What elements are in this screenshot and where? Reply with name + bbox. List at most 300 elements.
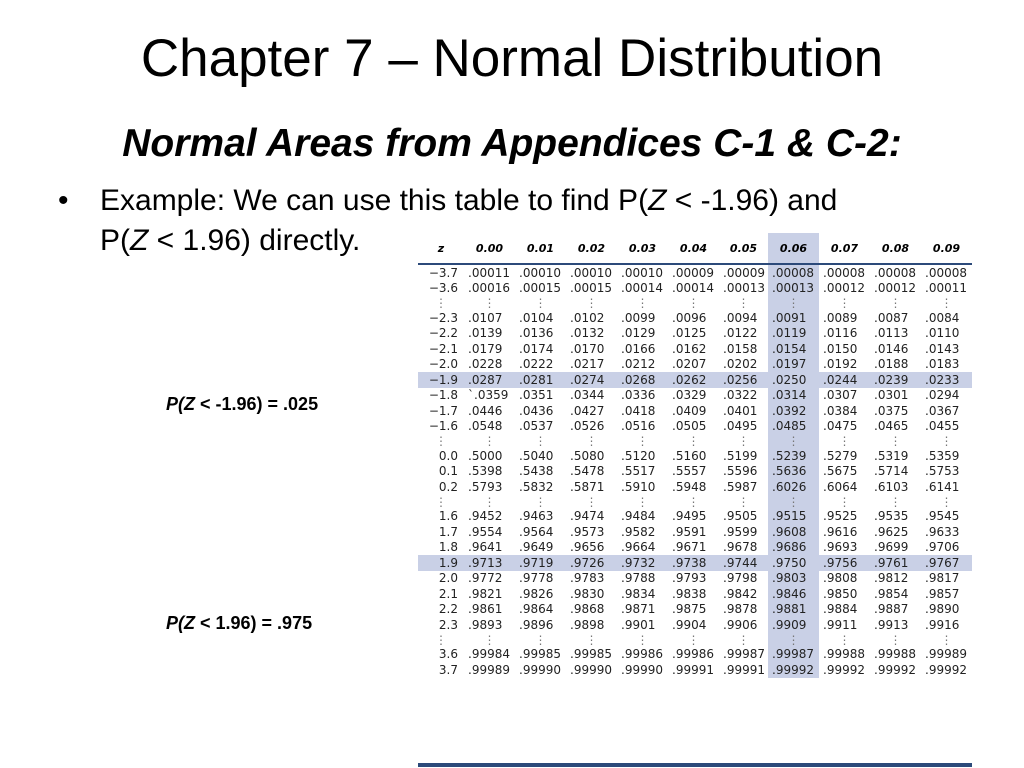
area-cell: .99992 <box>925 662 967 677</box>
area-cell: .0110 <box>925 326 960 341</box>
area-cell: .99986 <box>621 647 663 662</box>
area-cell: .9573 <box>570 524 605 539</box>
area-cell: .0329 <box>672 388 707 403</box>
area-cell: .9916 <box>925 617 960 632</box>
area-cell: .0401 <box>723 403 758 418</box>
ellipsis-cell: ⋮ <box>838 296 851 310</box>
area-cell: .9913 <box>874 617 909 632</box>
area-cell: .9884 <box>823 602 858 617</box>
area-cell: .9535 <box>874 509 909 524</box>
header-col-0.05: 0.05 <box>719 233 768 264</box>
area-cell: .0096 <box>672 310 707 325</box>
annotation-negative: P(Z < -1.96) = .025 <box>166 394 319 414</box>
area-cell: .0139 <box>468 326 503 341</box>
area-cell: .0548 <box>468 419 503 434</box>
area-cell: .0202 <box>723 357 758 372</box>
table-row <box>418 357 972 373</box>
ellipsis-row <box>418 633 972 647</box>
ellipsis-cell: ⋮ <box>737 434 750 448</box>
ellipsis-cell: ⋮ <box>534 632 547 647</box>
area-cell: .99990 <box>519 662 561 677</box>
area-cell: .9756 <box>819 555 870 571</box>
area-cell: .9898 <box>570 617 605 632</box>
area-cell: .5160 <box>672 448 707 463</box>
ellipsis-cell: ⋮ <box>435 632 447 647</box>
table-row <box>418 617 972 633</box>
area-cell: .9664 <box>621 540 656 555</box>
area-cell: .0119 <box>768 326 819 342</box>
area-cell: .9846 <box>768 586 819 602</box>
area-cell: .9911 <box>823 617 858 632</box>
area-cell: .0094 <box>723 310 758 325</box>
ellipsis-cell: ⋮ <box>687 296 700 310</box>
area-cell: .0174 <box>519 341 554 356</box>
area-cell: .00012 <box>874 281 916 296</box>
area-cell: .9871 <box>621 602 656 617</box>
area-cell: .9821 <box>468 586 503 601</box>
area-cell: .0495 <box>723 419 758 434</box>
table-header-row <box>418 233 972 264</box>
area-cell: .9887 <box>874 602 909 617</box>
area-cell: `.0359 <box>468 388 509 403</box>
table-row <box>418 540 972 556</box>
ellipsis-cell: ⋮ <box>737 494 750 509</box>
area-cell: .99985 <box>519 647 561 662</box>
area-cell: .0392 <box>768 403 819 419</box>
area-cell: .9761 <box>870 555 921 571</box>
area-cell: .9793 <box>672 571 707 586</box>
area-cell: .0233 <box>921 372 972 388</box>
area-cell: .00015 <box>519 281 561 296</box>
z-value-cell: 0.2 <box>438 479 458 494</box>
area-cell: .9591 <box>672 524 707 539</box>
annotation-positive: P(Z < 1.96) = .975 <box>166 613 313 633</box>
area-cell: .00013 <box>768 281 819 297</box>
ellipsis-cell: ⋮ <box>435 494 447 509</box>
table-row <box>418 509 972 525</box>
area-cell: .0274 <box>566 372 617 388</box>
z-value-cell: 2.1 <box>438 586 458 601</box>
area-cell: .0166 <box>621 341 656 356</box>
area-cell: .00010 <box>570 265 612 280</box>
area-cell: .0418 <box>621 403 656 418</box>
table-row <box>418 372 972 388</box>
area-cell: .9474 <box>570 509 605 524</box>
area-cell: .99991 <box>672 662 714 677</box>
area-cell: .9826 <box>519 586 554 601</box>
area-cell: .0427 <box>570 403 605 418</box>
area-cell: .99988 <box>874 647 916 662</box>
z-value-cell: 1.6 <box>438 509 458 524</box>
area-cell: .9842 <box>723 586 758 601</box>
z-value-cell: −2.2 <box>428 326 458 341</box>
area-cell: .0084 <box>925 310 960 325</box>
ellipsis-cell: ⋮ <box>737 632 750 647</box>
z-value-cell: 1.7 <box>438 524 458 539</box>
ellipsis-cell: ⋮ <box>435 296 447 310</box>
area-cell: .0344 <box>570 388 605 403</box>
ellipsis-cell: ⋮ <box>889 632 902 647</box>
area-cell: .5279 <box>823 448 858 463</box>
area-cell: .9864 <box>519 602 554 617</box>
area-cell: .9744 <box>719 555 768 571</box>
ellipsis-cell: ⋮ <box>435 434 447 448</box>
area-cell: .5557 <box>672 464 707 479</box>
header-z: z <box>418 233 464 264</box>
z-value-cell: −3.7 <box>428 265 458 280</box>
area-cell: .0122 <box>723 326 758 341</box>
table-row <box>418 555 972 571</box>
area-cell: .9812 <box>874 571 909 586</box>
ellipsis-cell: ⋮ <box>768 495 819 509</box>
area-cell: .0505 <box>672 419 707 434</box>
area-cell: .9909 <box>768 617 819 633</box>
area-cell: .5120 <box>621 448 656 463</box>
area-cell: .9901 <box>621 617 656 632</box>
ellipsis-cell: ⋮ <box>483 632 496 647</box>
area-cell: .9554 <box>468 524 503 539</box>
header-col-0.08: 0.08 <box>870 233 921 264</box>
area-cell: .5080 <box>570 448 605 463</box>
z-value-cell: −2.0 <box>428 357 458 372</box>
area-cell: .0301 <box>874 388 909 403</box>
area-cell: .9834 <box>621 586 656 601</box>
area-cell: .99984 <box>468 647 510 662</box>
area-cell: .9767 <box>921 555 972 571</box>
ellipsis-cell: ⋮ <box>687 632 700 647</box>
area-cell: .00008 <box>768 264 819 281</box>
ellipsis-row <box>418 495 972 509</box>
ellipsis-cell: ⋮ <box>534 494 547 509</box>
header-col-0.01: 0.01 <box>515 233 566 264</box>
table-row <box>418 326 972 342</box>
area-cell: .5987 <box>723 479 758 494</box>
area-cell: .9625 <box>874 524 909 539</box>
area-cell: .9893 <box>468 617 503 632</box>
ellipsis-cell: ⋮ <box>534 296 547 310</box>
header-col-0.06: 0.06 <box>768 233 819 264</box>
ellipsis-cell: ⋮ <box>483 296 496 310</box>
area-cell: .0287 <box>464 372 515 388</box>
ellipsis-cell: ⋮ <box>585 434 598 448</box>
table-row <box>418 403 972 419</box>
area-cell: .00008 <box>925 265 967 280</box>
area-cell: .9608 <box>768 524 819 540</box>
z-value-cell: 2.3 <box>438 617 458 632</box>
ellipsis-cell: ⋮ <box>838 494 851 509</box>
area-cell: .9738 <box>668 555 719 571</box>
z-value-cell: 1.8 <box>438 540 458 555</box>
ellipsis-cell: ⋮ <box>737 296 750 310</box>
ellipsis-cell: ⋮ <box>585 632 598 647</box>
area-cell: .99989 <box>468 662 510 677</box>
area-cell: .99988 <box>823 647 865 662</box>
area-cell: .9545 <box>925 509 960 524</box>
area-cell: .9808 <box>823 571 858 586</box>
area-cell: .9582 <box>621 524 656 539</box>
area-cell: .00014 <box>621 281 663 296</box>
area-cell: .99987 <box>723 647 765 662</box>
area-cell: .9798 <box>723 571 758 586</box>
area-cell: .0409 <box>672 403 707 418</box>
ellipsis-cell: ⋮ <box>889 296 902 310</box>
area-cell: .9854 <box>874 586 909 601</box>
area-cell: .0087 <box>874 310 909 325</box>
ellipsis-cell: ⋮ <box>636 296 649 310</box>
bullet-line-2: P(Z < 1.96) directly. <box>100 224 361 257</box>
area-cell: .9861 <box>468 602 503 617</box>
area-cell: .5793 <box>468 479 503 494</box>
area-cell: .9484 <box>621 509 656 524</box>
z-value-cell: 3.7 <box>438 662 458 677</box>
area-cell: .9850 <box>823 586 858 601</box>
slide-subtitle: Normal Areas from Appendices C-1 & C-2: <box>122 122 902 165</box>
area-cell: .99992 <box>823 662 865 677</box>
area-cell: .9505 <box>723 509 758 524</box>
area-cell: .0465 <box>874 419 909 434</box>
area-cell: .6103 <box>874 479 909 494</box>
area-cell: .99986 <box>672 647 714 662</box>
area-cell: .9706 <box>925 540 960 555</box>
area-cell: .9783 <box>570 571 605 586</box>
area-cell: .0314 <box>768 388 819 404</box>
z-value-cell: 1.9 <box>418 555 464 571</box>
z-value-cell: −1.6 <box>428 419 458 434</box>
area-cell: .9452 <box>468 509 503 524</box>
area-cell: .00011 <box>925 281 967 296</box>
area-cell: .0132 <box>570 326 605 341</box>
area-cell: .99989 <box>925 647 967 662</box>
area-cell: .0170 <box>570 341 605 356</box>
z-value-cell: −2.1 <box>428 341 458 356</box>
area-cell: .9656 <box>570 540 605 555</box>
area-cell: .5040 <box>519 448 554 463</box>
area-cell: .9838 <box>672 586 707 601</box>
area-cell: .0384 <box>823 403 858 418</box>
area-cell: .9616 <box>823 524 858 539</box>
area-cell: .0375 <box>874 403 909 418</box>
area-cell: .5675 <box>823 464 858 479</box>
area-cell: .00016 <box>468 281 510 296</box>
area-cell: .5199 <box>723 448 758 463</box>
area-cell: .9830 <box>570 586 605 601</box>
area-cell: .00015 <box>570 281 612 296</box>
area-cell: .0485 <box>768 419 819 435</box>
area-cell: .0162 <box>672 341 707 356</box>
area-cell: .00009 <box>723 265 765 280</box>
area-cell: .0091 <box>768 310 819 326</box>
slide-title: Chapter 7 – Normal Distribution <box>140 29 884 88</box>
ellipsis-cell: ⋮ <box>940 494 953 509</box>
area-cell: .0526 <box>570 419 605 434</box>
ellipsis-cell: ⋮ <box>838 632 851 647</box>
area-cell: .9693 <box>823 540 858 555</box>
area-cell: .5000 <box>468 448 503 463</box>
area-cell: .5636 <box>768 464 819 480</box>
ellipsis-cell: ⋮ <box>768 296 819 310</box>
area-cell: .0322 <box>723 388 758 403</box>
ellipsis-cell: ⋮ <box>483 434 496 448</box>
area-cell: .5714 <box>874 464 909 479</box>
ellipsis-row <box>418 296 972 310</box>
header-col-0.04: 0.04 <box>668 233 719 264</box>
ellipsis-cell: ⋮ <box>585 494 598 509</box>
area-cell: .99990 <box>621 662 663 677</box>
ellipsis-cell: ⋮ <box>636 494 649 509</box>
z-value-cell: 3.6 <box>438 647 458 662</box>
area-cell: .5753 <box>925 464 960 479</box>
area-cell: .5832 <box>519 479 554 494</box>
ellipsis-cell: ⋮ <box>889 494 902 509</box>
area-cell: .0336 <box>621 388 656 403</box>
area-cell: .0268 <box>617 372 668 388</box>
area-cell: .9788 <box>621 571 656 586</box>
area-cell: .0116 <box>823 326 858 341</box>
area-cell: .0104 <box>519 310 554 325</box>
area-cell: .9713 <box>464 555 515 571</box>
area-cell: .5398 <box>468 464 503 479</box>
area-cell: .0436 <box>519 403 554 418</box>
area-cell: .0367 <box>925 403 960 418</box>
area-cell: .0307 <box>823 388 858 403</box>
area-cell: .5596 <box>723 464 758 479</box>
area-cell: .0154 <box>768 341 819 357</box>
area-cell: .5871 <box>570 479 605 494</box>
area-cell: .5359 <box>925 448 960 463</box>
area-cell: .00013 <box>723 281 765 296</box>
area-cell: .0294 <box>925 388 960 403</box>
area-cell: .99992 <box>874 662 916 677</box>
ellipsis-cell: ⋮ <box>940 296 953 310</box>
area-cell: .9599 <box>723 524 758 539</box>
z-value-cell: −1.7 <box>428 403 458 418</box>
area-cell: .9719 <box>515 555 566 571</box>
area-cell: .99987 <box>768 647 819 663</box>
area-cell: .5478 <box>570 464 605 479</box>
ellipsis-cell: ⋮ <box>585 296 598 310</box>
area-cell: .9564 <box>519 524 554 539</box>
table-row <box>418 647 972 663</box>
area-cell: .99990 <box>570 662 612 677</box>
area-cell: .00011 <box>468 265 510 280</box>
area-cell: .0212 <box>621 357 656 372</box>
area-cell: .0136 <box>519 326 554 341</box>
area-cell: .99991 <box>723 662 765 677</box>
area-cell: .6026 <box>768 479 819 495</box>
ellipsis-cell: ⋮ <box>768 633 819 647</box>
area-cell: .0107 <box>468 310 503 325</box>
area-cell: .9649 <box>519 540 554 555</box>
area-cell: .99985 <box>570 647 612 662</box>
area-cell: .5910 <box>621 479 656 494</box>
table-row <box>418 310 972 326</box>
area-cell: .00014 <box>672 281 714 296</box>
area-cell: .6141 <box>925 479 960 494</box>
area-cell: .9699 <box>874 540 909 555</box>
area-cell: .5517 <box>621 464 656 479</box>
area-cell: .0099 <box>621 310 656 325</box>
ellipsis-cell: ⋮ <box>838 434 851 448</box>
area-cell: .9868 <box>570 602 605 617</box>
z-value-cell: −2.3 <box>428 310 458 325</box>
area-cell: .9726 <box>566 555 617 571</box>
area-cell: .0113 <box>874 326 909 341</box>
table-row <box>418 662 972 678</box>
table-body <box>418 264 972 678</box>
area-cell: .0250 <box>768 372 819 388</box>
z-value-cell: −1.9 <box>418 372 464 388</box>
table-row <box>418 586 972 602</box>
area-cell: .00010 <box>621 265 663 280</box>
area-cell: .0455 <box>925 419 960 434</box>
table-row <box>418 388 972 404</box>
area-cell: .9495 <box>672 509 707 524</box>
area-cell: .9857 <box>925 586 960 601</box>
ellipsis-cell: ⋮ <box>534 434 547 448</box>
header-col-0.07: 0.07 <box>819 233 870 264</box>
table-row <box>418 341 972 357</box>
table-row <box>418 281 972 297</box>
area-cell: .9772 <box>468 571 503 586</box>
ellipsis-cell: ⋮ <box>940 434 953 448</box>
table-row <box>418 524 972 540</box>
area-cell: .9671 <box>672 540 707 555</box>
area-cell: .9878 <box>723 602 758 617</box>
area-cell: .5239 <box>768 448 819 464</box>
area-cell: .9875 <box>672 602 707 617</box>
table-row <box>418 264 972 281</box>
ellipsis-cell: ⋮ <box>768 434 819 448</box>
area-cell: .9463 <box>519 509 554 524</box>
area-cell: .0228 <box>468 357 503 372</box>
area-cell: .00008 <box>823 265 865 280</box>
area-cell: .0125 <box>672 326 707 341</box>
area-cell: .0351 <box>519 388 554 403</box>
z-value-cell: 0.0 <box>438 448 458 463</box>
area-cell: .0217 <box>570 357 605 372</box>
area-cell: .0197 <box>768 357 819 373</box>
area-cell: .9906 <box>723 617 758 632</box>
area-cell: .0256 <box>719 372 768 388</box>
area-cell: .0143 <box>925 341 960 356</box>
ellipsis-cell: ⋮ <box>636 632 649 647</box>
table-row <box>418 571 972 587</box>
area-cell: .5319 <box>874 448 909 463</box>
area-cell: .9904 <box>672 617 707 632</box>
area-cell: .99992 <box>768 662 819 678</box>
ellipsis-cell: ⋮ <box>940 632 953 647</box>
z-table <box>418 233 972 767</box>
area-cell: .6064 <box>823 479 858 494</box>
ellipsis-cell: ⋮ <box>483 494 496 509</box>
area-cell: .5948 <box>672 479 707 494</box>
area-cell: .0281 <box>515 372 566 388</box>
z-value-cell: 0.1 <box>438 464 458 479</box>
area-cell: .0102 <box>570 310 605 325</box>
area-cell: .0244 <box>819 372 870 388</box>
header-col-0.09: 0.09 <box>921 233 972 264</box>
area-cell: .9633 <box>925 524 960 539</box>
area-cell: .9750 <box>768 555 819 571</box>
area-cell: .00012 <box>823 281 865 296</box>
area-cell: .9678 <box>723 540 758 555</box>
area-cell: .0222 <box>519 357 554 372</box>
table-row <box>418 419 972 435</box>
area-cell: .0537 <box>519 419 554 434</box>
area-cell: .0207 <box>672 357 707 372</box>
area-cell: .0475 <box>823 419 858 434</box>
ellipsis-cell: ⋮ <box>687 434 700 448</box>
